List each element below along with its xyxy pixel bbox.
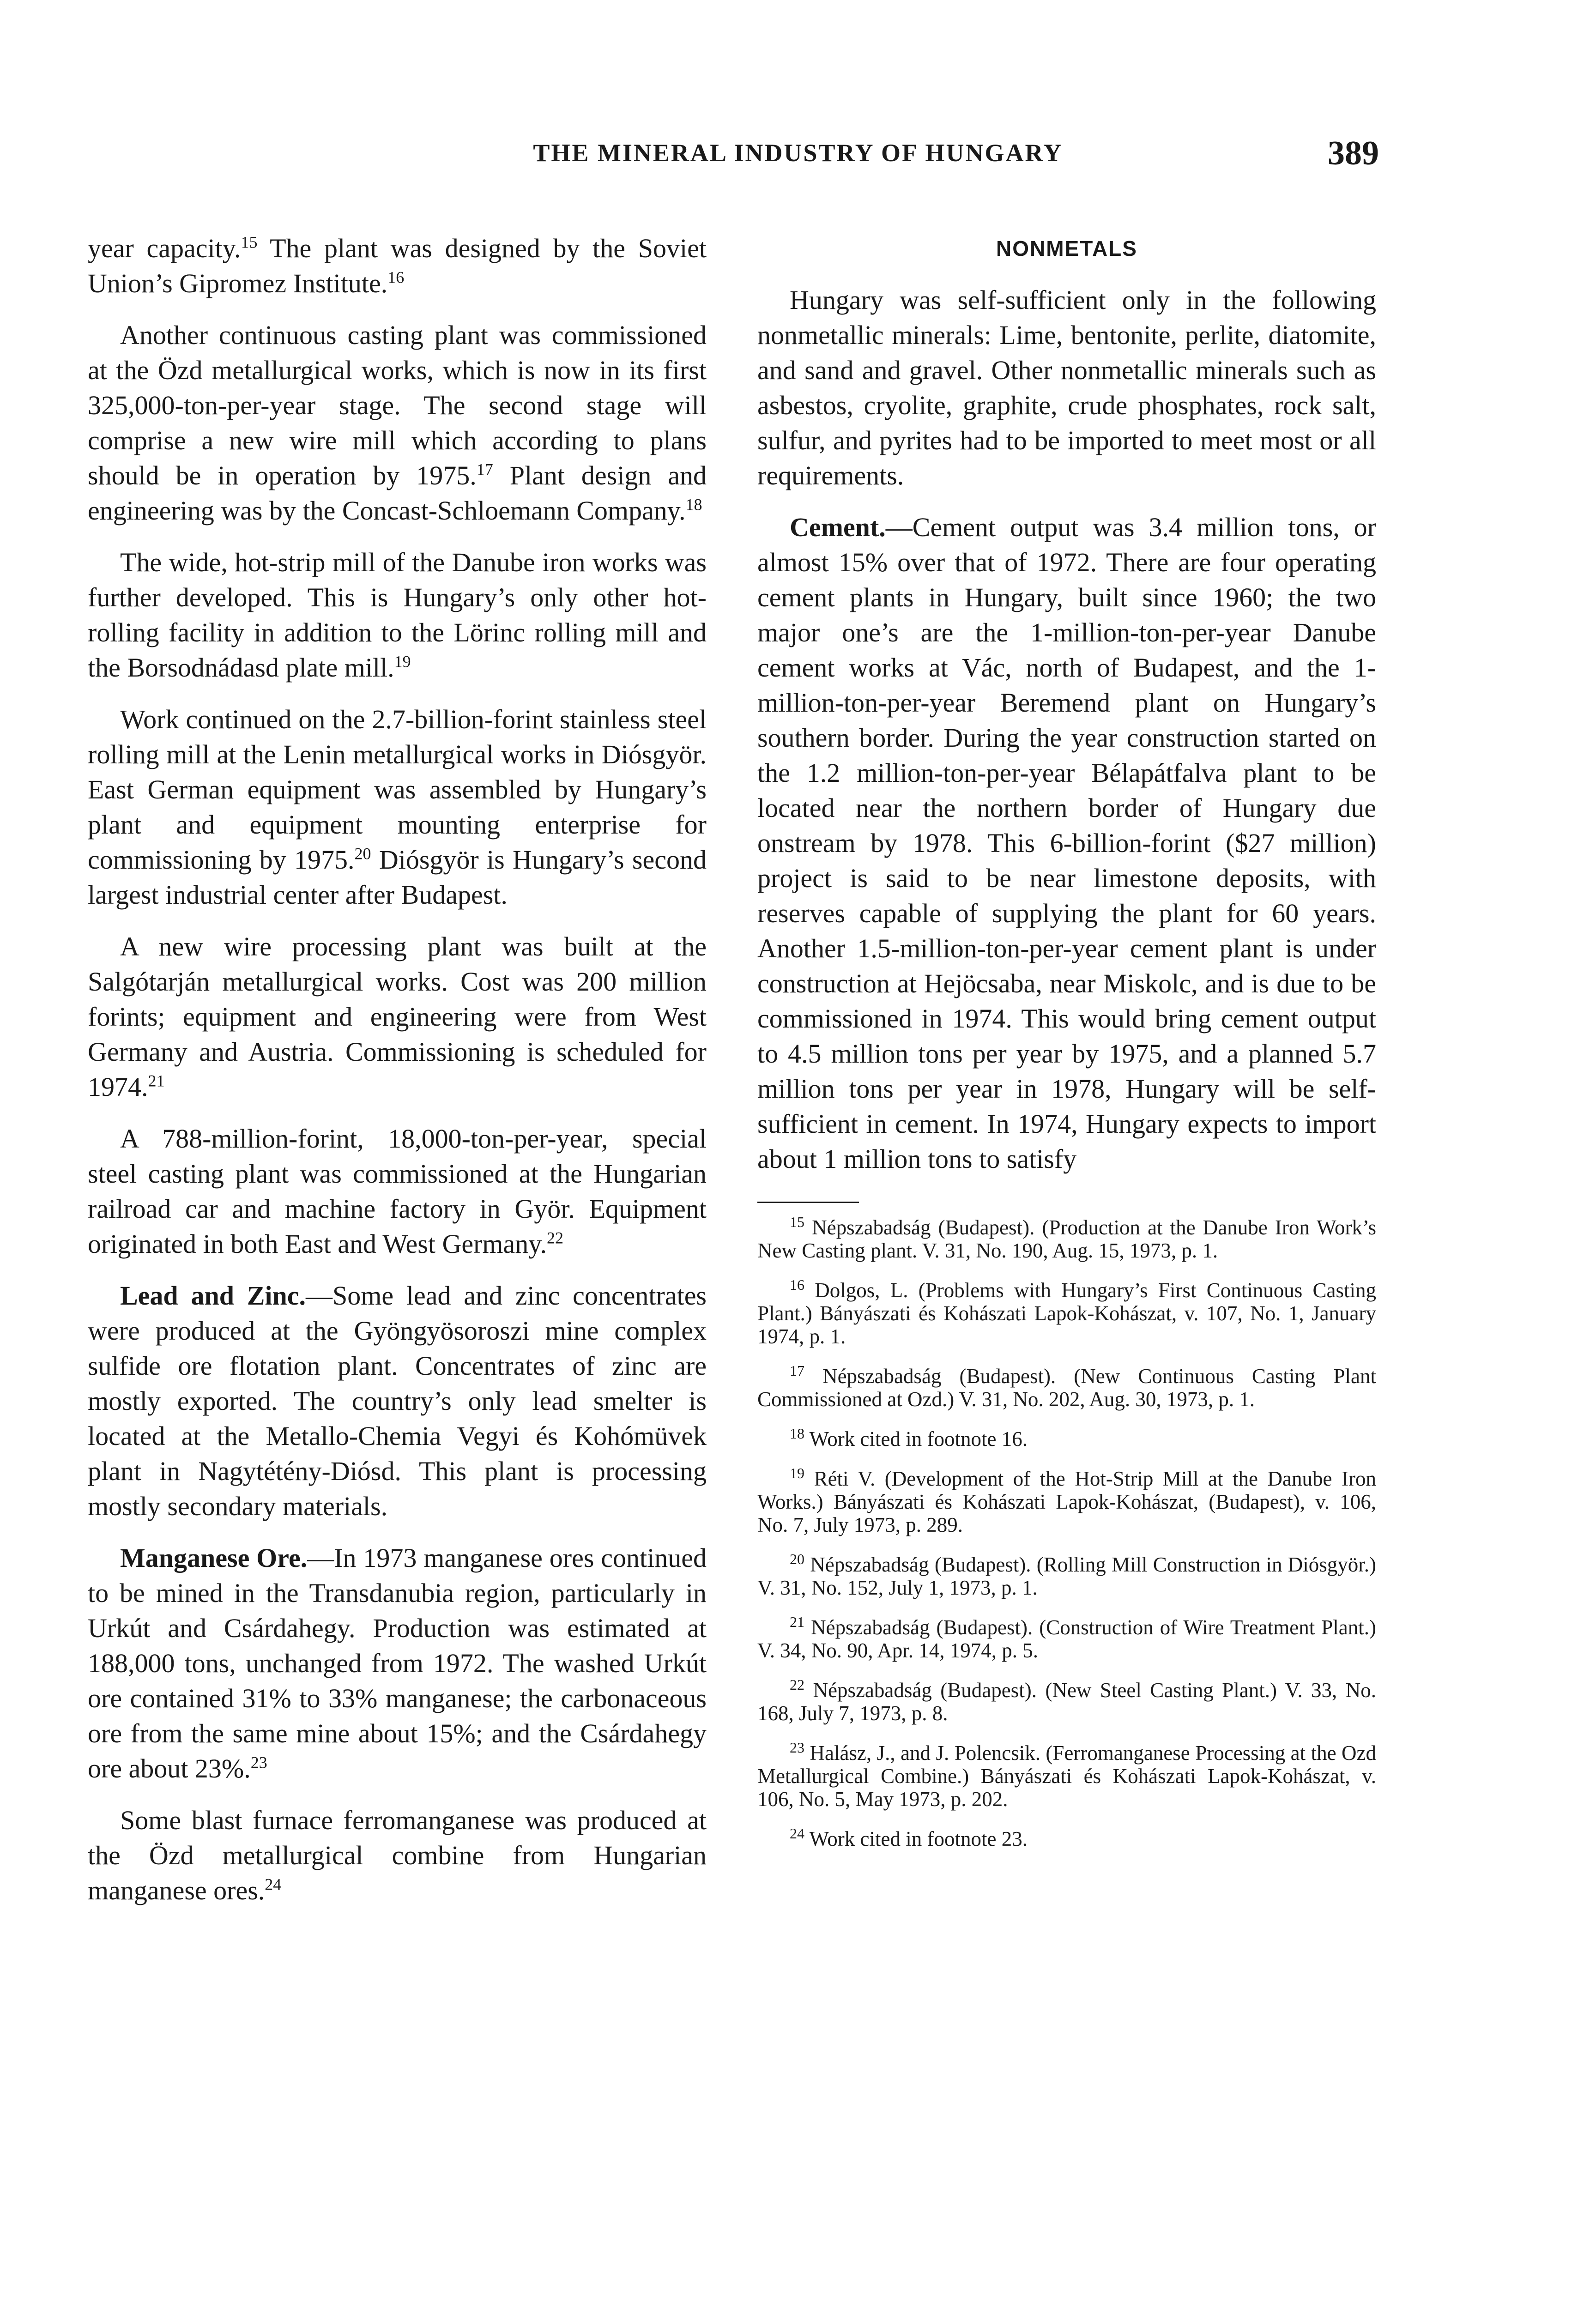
paragraph: A 788-million-forint, 18,000-ton-per-year, special steel casting plant was commissioned at the Hungarian railroad car and machine factory in Györ. Equipment originated in both East and West Germany.$^{22}$ <box>88 1124 707 1259</box>
paragraph: Hungary was self-sufficient only in the following nonmetallic minerals: Lime, bentonite, perlite, diatomite, and sand and gravel. Other nonmetallic minerals such as asbestos, cryolite, graphite, crude phosphates, rock salt, sulfur, and pyrites had to be imported to meet most or all requirements. <box>757 285 1376 490</box>
section-heading: NONMETALS <box>996 236 1137 260</box>
footnote-ref[interactable]: 20 <box>354 844 371 863</box>
footnote: $^{17}$ Népszabadság (Budapest). (New Continuous Casting Plant Commissioned at Ozd.) V. 31, No. 202, Aug. 30, 1973, p. 1. <box>757 1362 1376 1411</box>
paragraph-cement: Cement.—Cement output was 3.4 million tons, or almost 15% over that of 1972. There are four operating cement plants in Hungary, built since 1960; the two major one’s are the 1-million-ton-per-year Danube cement works at Vác, north of Budapest, and the 1-million-ton-per-year Beremend plant on Hungary’s southern border. During the year construction started on the 1.2 million-ton-per-year Bélapátfalva plant to be located near the northern border of Hungary due onstream by 1978. This 6-billion-forint ($27 million) project is said to be near limestone deposits, with reserves capable of supplying the plant for 60 years. Another 1.5-million-ton-per-year cement plant is under construction at Hejöcsaba, near Miskolc, and is due to be commissioned in 1974. This would bring cement output to 4.5 million tons per year by 1975, and a planned 5.7 million tons per year in 1978, Hungary will be self-sufficient in cement. In 1974, Hungary expects to import about 1 million tons to satisfy <box>757 512 1376 1174</box>
footnote: $^{21}$ Népszabadság (Budapest). (Construction of Wire Treatment Plant.) V. 34, No. 90, Apr. 14, 1974, p. 5. <box>757 1614 1376 1662</box>
footnote-ref[interactable]: 23 <box>250 1753 267 1772</box>
footnote-ref[interactable]: 21 <box>148 1071 165 1090</box>
runin-heading: Cement. <box>790 512 886 542</box>
page-number: 389 <box>1328 134 1379 172</box>
footnotes <box>757 1216 1376 1850</box>
footnote: $^{16}$ Dolgos, L. (Problems with Hungary’s First Continuous Casting Plant.) Bányászati és Kohászati Lapok-Kohászat, v. 107, No. 1, January 1974, p. 1. <box>757 1276 1376 1348</box>
footnote: $^{20}$ Népszabadság (Budapest). (Rolling Mill Construction in Diósgyör.) V. 31, No. 152, July 1, 1973, p. 1. <box>757 1551 1376 1599</box>
footnote-ref[interactable]: 15 <box>241 233 258 252</box>
footnote-ref[interactable]: 16 <box>387 268 405 287</box>
footnote: $^{22}$ Népszabadság (Budapest). (New Steel Casting Plant.) V. 33, No. 168, July 7, 1973, p. 8. <box>757 1676 1376 1725</box>
paragraph: year capacity.$^{15}$ The plant was designed by the Soviet Union’s Gipromez Institute.$^{16}$ <box>88 233 707 298</box>
footnote-ref[interactable]: 17 <box>476 460 493 479</box>
footnote-ref[interactable]: 18 <box>685 495 702 514</box>
paragraph: Some blast furnace ferromanganese was produced at the Özd metallurgical combine from Hungarian manganese ores.$^{24}$ <box>88 1805 707 1905</box>
paragraph-lead-zinc: Lead and Zinc.—Some lead and zinc concentrates were produced at the Gyöngyösoroszi mine complex sulfide ore flotation plant. Concentrates of zinc are mostly exported. The country’s only lead smelter is located at the Metallo-Chemia Vegyi és Kohómüvek plant in Nagytétény-Diósd. This plant is processing mostly secondary materials. <box>88 1281 707 1521</box>
paragraph: Another continuous casting plant was commissioned at the Özd metallurgical works, which is now in its first 325,000-ton-per-year stage. The second stage will comprise a new wire mill which according to plans should be in operation by 1975.17 Plant design and engineering was by the Concast-Schloemann Company.$^{18}$ <box>88 320 707 526</box>
running-title: THE MINERAL INDUSTRY OF HUNGARY <box>533 139 1063 167</box>
footnote: $^{24}$ Work cited in footnote 23. <box>790 1825 1028 1850</box>
footnote: $^{18}$ Work cited in footnote 16. <box>790 1425 1028 1451</box>
paragraph: Work continued on the 2.7-billion-forint stainless steel rolling mill at the Lenin metallurgical works in Diósgyör. East German equipment was assembled by Hungary’s plant and equipment mounting enterprise for commissioning by 1975.20 Diósgyör is Hungary’s second largest industrial center after Budapest. <box>88 704 707 910</box>
footnote-divider <box>757 1202 859 1203</box>
footnote-ref[interactable]: 22 <box>547 1228 563 1247</box>
left-column <box>88 231 707 1925</box>
paragraph-manganese-ore: Manganese Ore.—In 1973 manganese ores continued to be mined in the Transdanubia region, particularly in Urkút and Csárdahegy. Production was estimated at 188,000 tons, unchanged from 1972. The washed Urkút ore contained 31% to 33% manganese; the carbonaceous ore from the same mine about 15%; and the Csárdahegy ore about 23%.$^{23}$ <box>88 1543 707 1783</box>
footnote: $^{19}$ Réti V. (Development of the Hot-Strip Mill at the Danube Iron Works.) Bányászati és Kohászati Lapok-Kohászat, (Budapest), v. 106, No. 7, July 1973, p. 289. <box>757 1465 1377 1536</box>
paragraph: The wide, hot-strip mill of the Danube iron works was further developed. This is Hungary’s only other hot-rolling facility in addition to the Lörinc rolling mill and the Borsodnádasd plate mill.$^{19}$ <box>88 547 707 683</box>
runin-heading: Manganese Ore. <box>120 1543 308 1573</box>
footnote: $^{15}$ Népszabadság (Budapest). (Production at the Danube Iron Work’s New Casting plant. V. 31, No. 190, Aug. 15, 1973, p. 1. <box>757 1214 1377 1262</box>
runin-heading: Lead and Zinc. <box>120 1281 306 1311</box>
paragraph: A new wire processing plant was built at the Salgótarján metallurgical works. Cost was 200 million forints; equipment and engineering were from West Germany and Austria. Commissioning is scheduled for 1974.21 <box>88 931 707 1102</box>
footnote-ref[interactable]: 19 <box>394 652 411 671</box>
footnote: $^{23}$ Halász, J., and J. Polencsik. (Ferromanganese Processing at the Ozd Metallurgical Combine.) Bányászati és Kohászati Lapok-Kohászat, v. 106, No. 5, May 1973, p. 202. <box>757 1739 1377 1811</box>
right-column <box>757 231 1376 1867</box>
footnote-ref[interactable]: 24 <box>265 1875 282 1894</box>
